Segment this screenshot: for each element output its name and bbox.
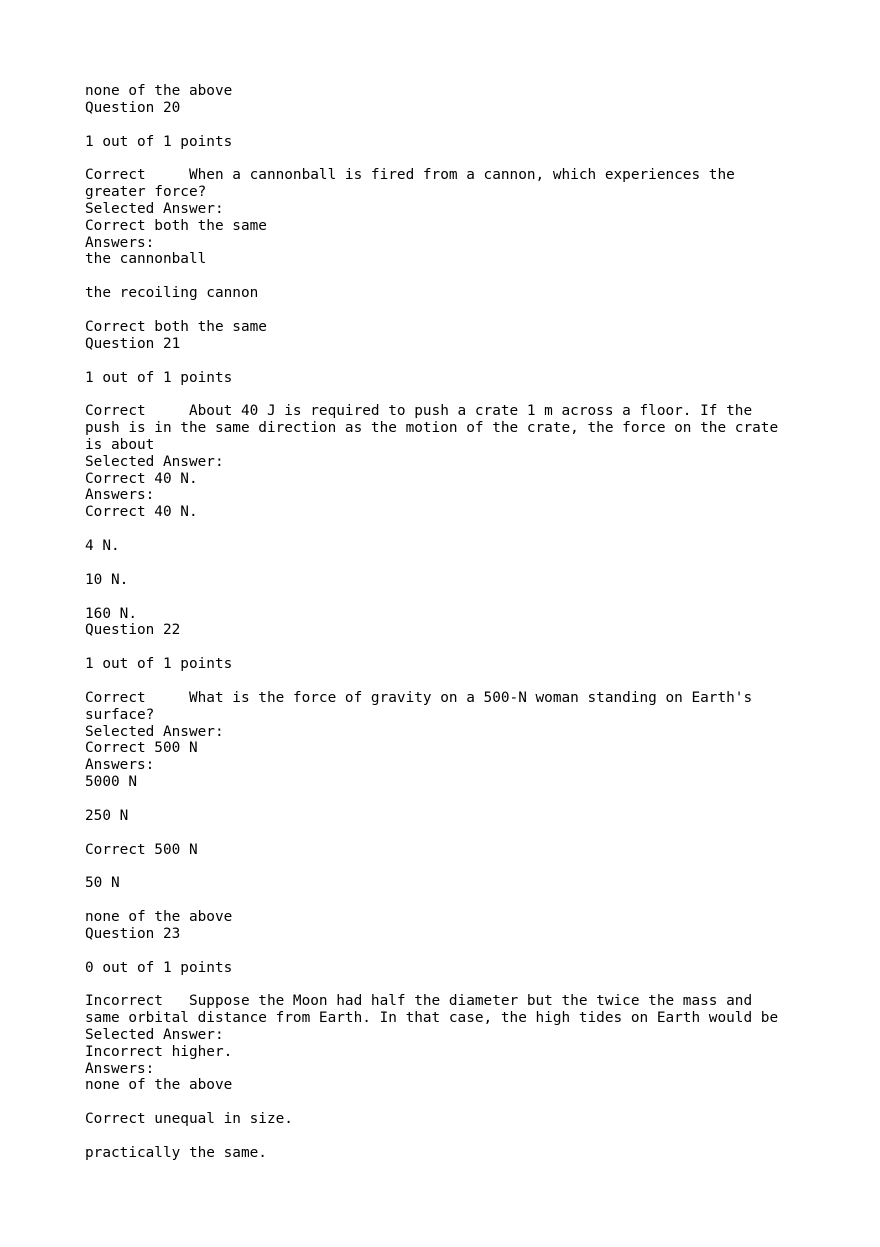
text-line: none of the above (85, 909, 233, 926)
text-line: Question 21 (85, 335, 181, 352)
text-line: is about (85, 436, 155, 453)
text-line: Selected Answer: (85, 453, 224, 470)
text-line: Answers: (85, 757, 155, 774)
document-page (85, 83, 865, 1162)
document-text (85, 83, 865, 1162)
text-line: 5000 N (85, 773, 137, 790)
text-line: Incorrect higher. (85, 1043, 233, 1060)
text-line: surface? (85, 706, 155, 723)
text-line: Correct 40 N. (85, 504, 198, 521)
blank-line (85, 976, 865, 993)
text-line: 0 out of 1 points (85, 959, 233, 976)
text-line: Selected Answer: (85, 200, 224, 217)
blank-line (85, 268, 865, 285)
text-line: Answers: (85, 1060, 155, 1077)
blank-line (85, 943, 865, 960)
text-line: Correct When a cannonball is fired from a cannon, which experiences the (85, 167, 735, 184)
blank-line (85, 302, 865, 319)
blank-line (85, 386, 865, 403)
text-line: the recoiling cannon (85, 285, 259, 302)
text-line: greater force? (85, 184, 207, 201)
text-line: 4 N. (85, 537, 120, 554)
blank-line (85, 117, 865, 134)
blank-line (85, 673, 865, 690)
text-line: practically the same. (85, 1145, 267, 1162)
text-line: none of the above (85, 1077, 233, 1094)
text-line: Answers: (85, 234, 155, 251)
text-line: Incorrect Suppose the Moon had half the diameter but the twice the mass and (85, 993, 753, 1010)
text-line: none of the above (85, 83, 233, 99)
blank-line (85, 353, 865, 370)
blank-line (85, 858, 865, 875)
text-line: Correct 500 N (85, 841, 198, 858)
text-line: Question 23 (85, 925, 181, 942)
blank-line (85, 892, 865, 909)
text-line: 1 out of 1 points (85, 133, 233, 150)
text-line: 10 N. (85, 571, 129, 588)
text-line: Correct 500 N (85, 740, 198, 757)
text-line: Correct About 40 J is required to push a crate 1 m across a floor. If the (85, 403, 753, 420)
blank-line (85, 589, 865, 606)
blank-line (85, 555, 865, 572)
text-line: Question 22 (85, 622, 181, 639)
text-line: 160 N. (85, 605, 137, 622)
text-line: same orbital distance from Earth. In that case, the high tides on Earth would be (85, 1010, 779, 1027)
text-line: push is in the same direction as the motion of the crate, the force on the crate (85, 420, 779, 437)
blank-line (85, 825, 865, 842)
text-line: Question 20 (85, 99, 181, 116)
blank-line (85, 150, 865, 167)
text-line: 50 N (85, 875, 120, 892)
text-line: Correct both the same (85, 217, 267, 234)
text-line: the cannonball (85, 251, 207, 268)
text-line: Selected Answer: (85, 723, 224, 740)
blank-line (85, 1128, 865, 1145)
text-line: 1 out of 1 points (85, 369, 233, 386)
text-line: Correct What is the force of gravity on a 500-N woman standing on Earth's (85, 689, 753, 706)
text-line: Correct 40 N. (85, 470, 198, 487)
text-line: Correct both the same (85, 318, 267, 335)
blank-line (85, 1094, 865, 1111)
text-line: Correct unequal in size. (85, 1111, 293, 1128)
text-line: Answers: (85, 487, 155, 504)
blank-line (85, 639, 865, 656)
text-line: Selected Answer: (85, 1027, 224, 1044)
text-line: 250 N (85, 807, 129, 824)
text-line: 1 out of 1 points (85, 656, 233, 673)
blank-line (85, 791, 865, 808)
blank-line (85, 521, 865, 538)
